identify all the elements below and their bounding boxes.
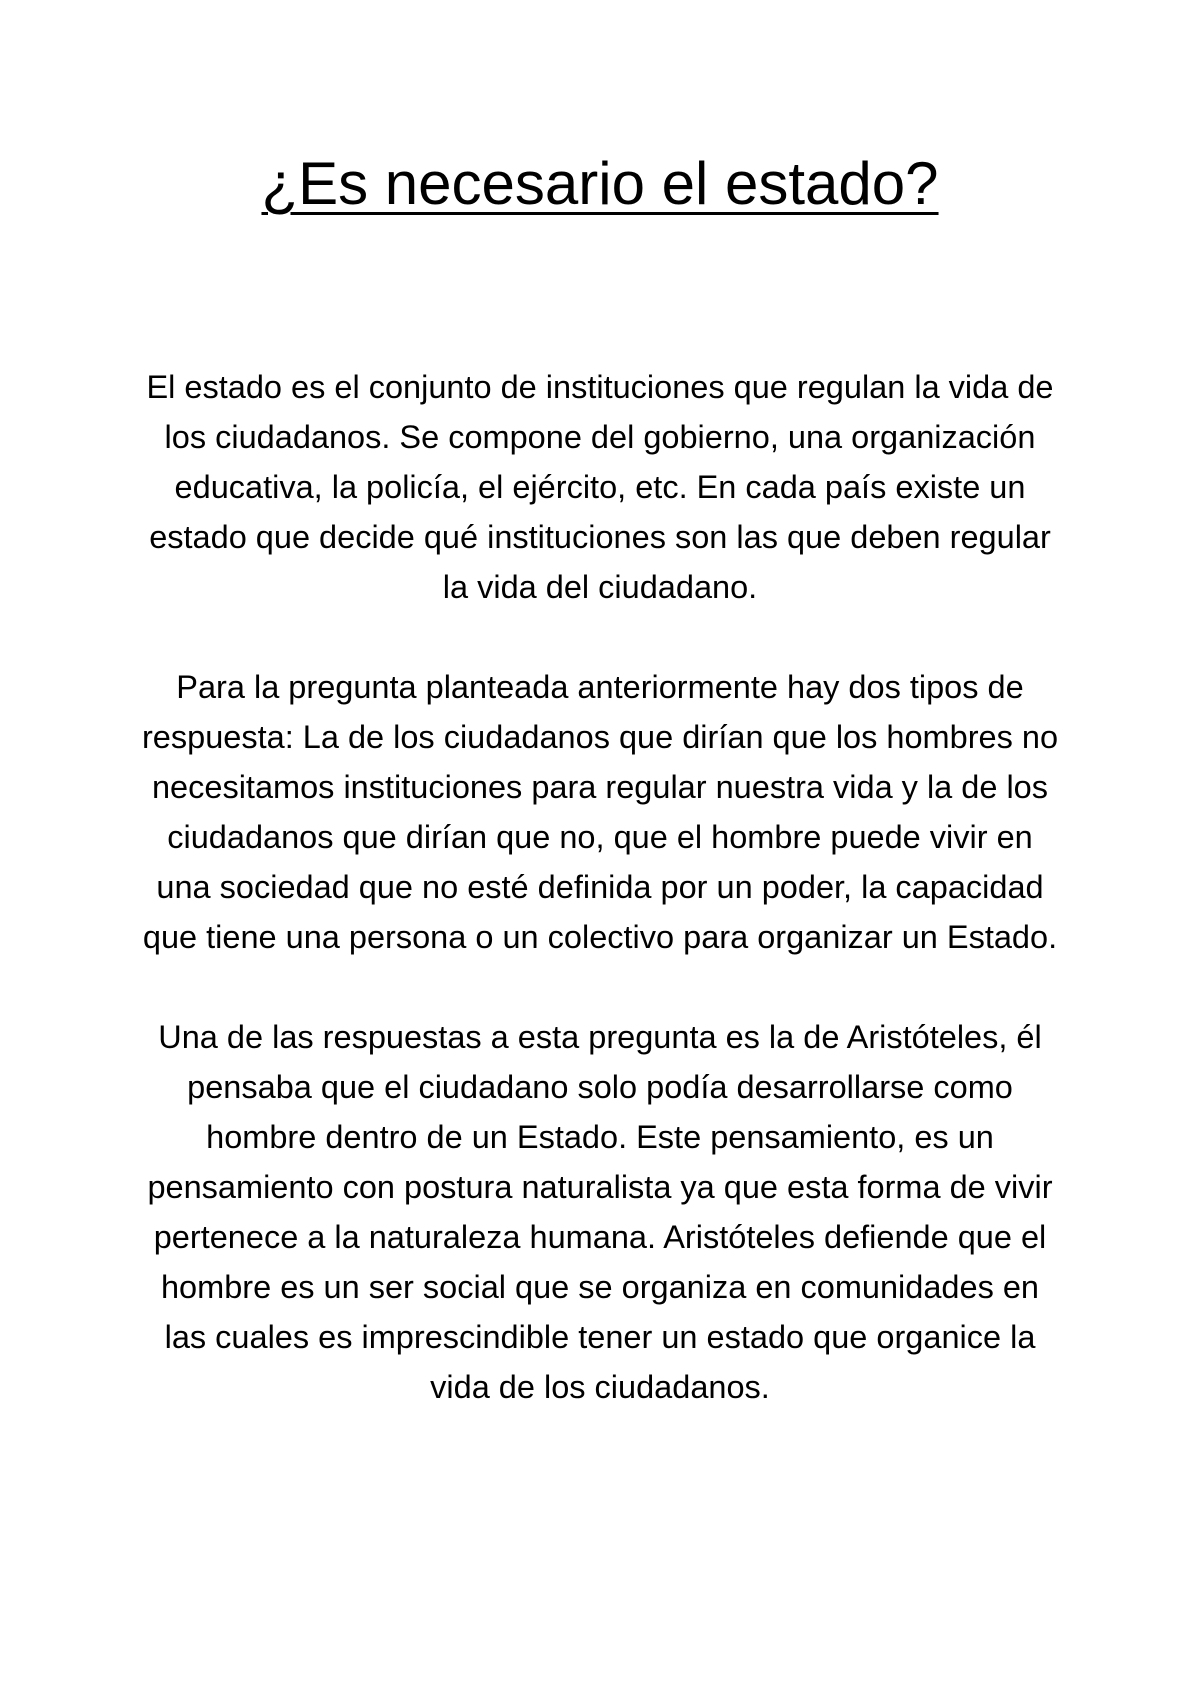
document-title: ¿Es necesario el estado?	[261, 150, 939, 217]
paragraph-two-answers: Para la pregunta planteada anteriormente hay dos tipos de respuesta: La de los ciudadanos que dirían que los hombres no necesitamos instituciones para regular nuestra vida y la de los ciudadanos que dirían que no, que el hombre puede vivir en una sociedad que no esté definida por un poder, la capacidad que tiene una persona o un colectivo para organizar un Estado.	[141, 669, 1059, 955]
paragraph-aristotle: Una de las respuestas a esta pregunta es la de Aristóteles, él pensaba que el ciudadano solo podía desarrollarse como hombre dentro de un Estado. Este pensamiento, es un pensamiento con postura naturalista ya que esta forma de vivir pertenece a la naturaleza humana. Aristóteles defiende que el hombre es un ser social que se organiza en comunidades en las cuales es imprescindible tener un estado que organice la vida de los ciudadanos.	[147, 1019, 1053, 1405]
paragraph-state-definition: El estado es el conjunto de instituciones que regulan la vida de los ciudadanos. Se compone del gobierno, una organización educativa, la policía, el ejército, etc. En cada país existe un estado que decide qué instituciones son las que deben regular la vida del ciudadano.	[146, 369, 1054, 605]
document-body	[140, 362, 1060, 1412]
